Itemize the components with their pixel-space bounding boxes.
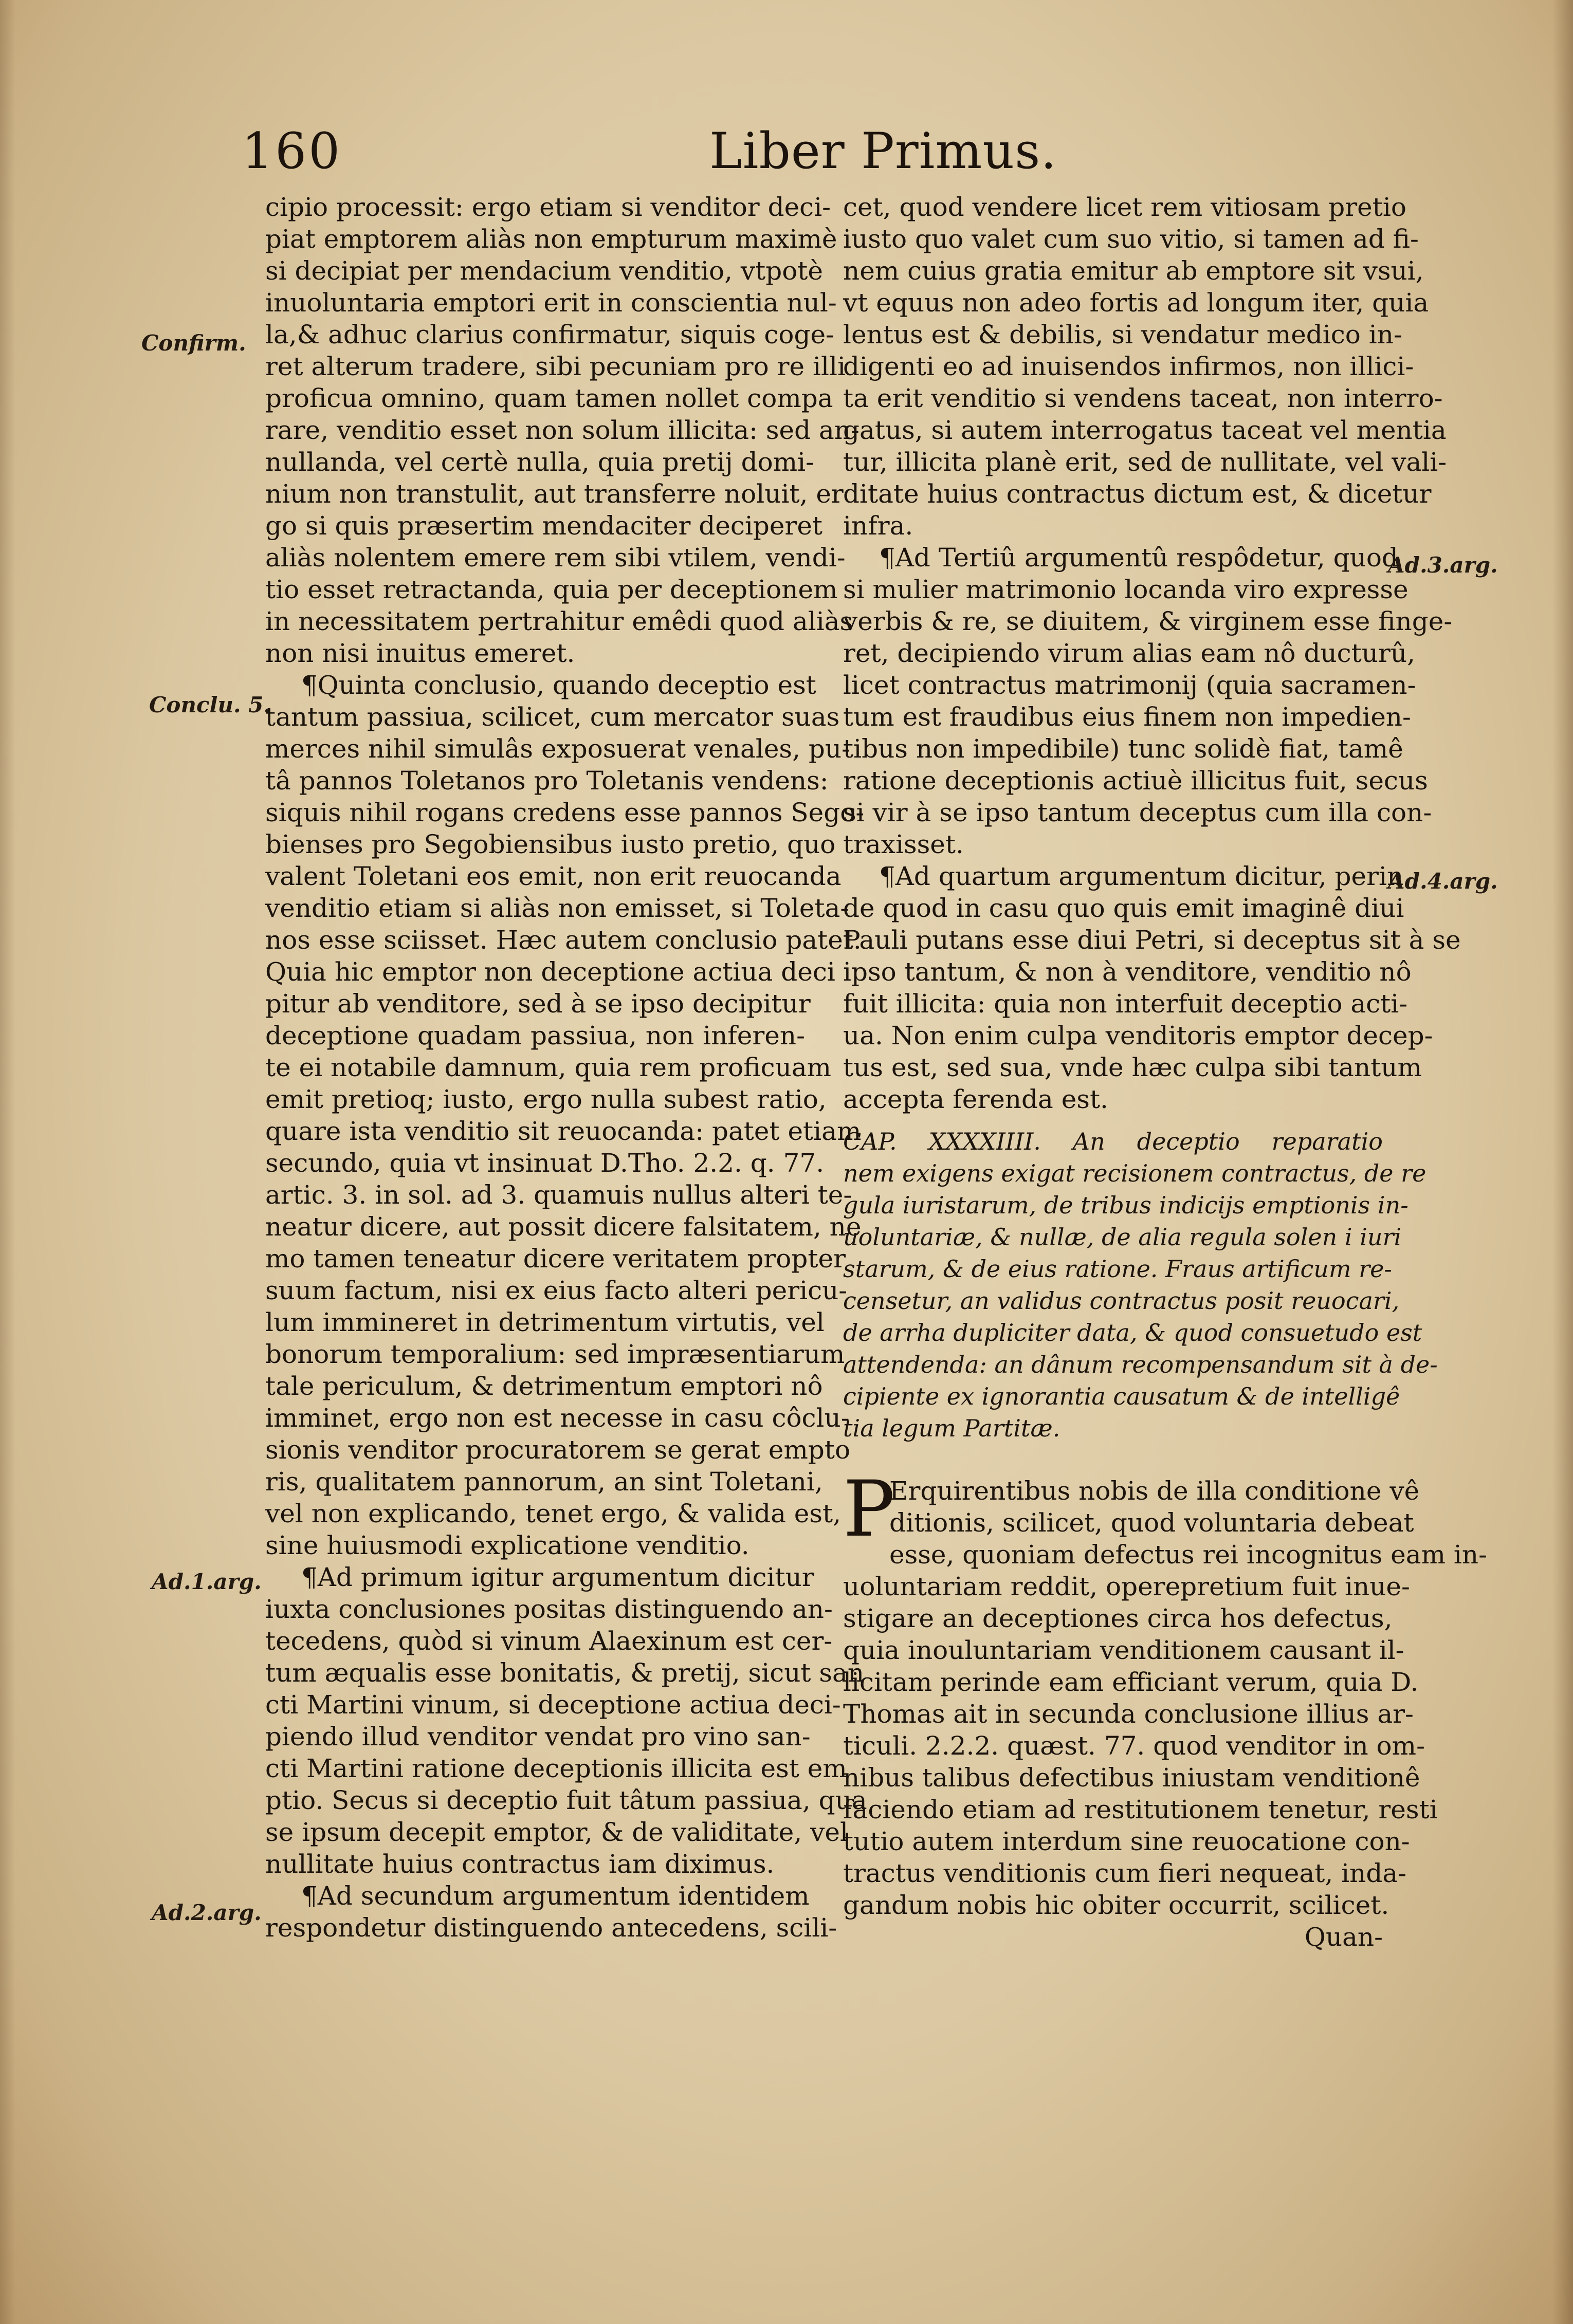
text-line: ticuli. 2.2.2. quæst. 77. quod venditor in om-	[843, 1731, 1425, 1761]
text-line: CAP. XXXXIIII. An deceptio reparatio	[843, 1128, 1383, 1155]
text-line: bonorum temporalium: sed impræsentiarum	[265, 1339, 845, 1369]
text-line: tractus venditionis cum fieri nequeat, inda-	[843, 1858, 1407, 1888]
text-line: nullitate huius contractus iam diximus.	[265, 1849, 775, 1879]
text-line: siquis nihil rogans credens esse pannos Sego-	[265, 798, 865, 827]
text-line: ua. Non enim culpa venditoris emptor decep-	[843, 1021, 1433, 1050]
text-line: Erquirentibus nobis de illa conditione vê	[889, 1476, 1420, 1506]
text-line: ditionis, scilicet, quod voluntaria debeat	[889, 1508, 1414, 1538]
text-line: ¶Ad secundum argumentum identidem	[301, 1881, 810, 1911]
text-line: venditio etiam si aliàs non emisset, si Toleta-	[265, 893, 849, 923]
left-text-column	[265, 191, 867, 1944]
text-line: accepta ferenda est.	[843, 1084, 1108, 1114]
text-line: nos esse sciisset. Hæc autem conclusio patet.	[265, 925, 862, 955]
text-line: ¶Ad Tertiû argumentû respôdetur, quod	[879, 543, 1398, 573]
text-line: inuoluntaria emptori erit in conscientia nul-	[265, 288, 837, 318]
text-line: traxisset.	[843, 829, 964, 859]
text-line: ret alterum tradere, sibi pecuniam pro re illi	[265, 352, 846, 381]
text-line: verbis & re, se diuitem, & virginem esse finge-	[843, 606, 1453, 636]
chapter-body	[843, 1465, 1487, 1953]
text-line: si mulier matrimonio locanda viro expresse	[843, 575, 1409, 604]
text-line: se ipsum decepit emptor, & de validitate, vel	[265, 1817, 849, 1847]
margin-note-ad1: Ad.1.arg.	[152, 1569, 262, 1594]
text-line: ¶Ad primum igitur argumentum dicitur	[301, 1562, 814, 1592]
page-shadow-right	[1552, 0, 1573, 2324]
margin-note-ad4: Ad.4.arg.	[1388, 869, 1498, 894]
text-line: fuit illicita: quia non interfuit deceptio acti-	[843, 989, 1408, 1019]
text-line: cti Martini vinum, si deceptione actiua deci-	[265, 1690, 841, 1720]
margin-note-ad3: Ad.3.arg.	[1388, 552, 1498, 578]
text-line: faciendo etiam ad restitutionem tenetur, resti	[843, 1795, 1438, 1824]
text-line: tantum passiua, scilicet, cum mercator suas	[265, 702, 840, 732]
text-line: iuxta conclusiones positas distinguendo an-	[265, 1594, 833, 1624]
text-line: emit pretioq; iusto, ergo nulla subest ratio,	[265, 1084, 827, 1114]
text-line: respondetur distinguendo antecedens, scili-	[265, 1913, 837, 1943]
margin-note-conclusion: Conclu. 5.	[149, 692, 271, 717]
page-shadow-left	[0, 0, 15, 2324]
text-line: tutio autem interdum sine reuocatione con-	[843, 1827, 1410, 1856]
text-line: tur, illicita planè erit, sed de nullitate, vel vali-	[843, 447, 1447, 477]
text-line: ris, qualitatem pannorum, an sint Toletani,	[265, 1467, 823, 1497]
text-line: neatur dicere, aut possit dicere falsitatem, ne	[265, 1212, 862, 1242]
text-line: infra.	[843, 511, 913, 541]
text-line: aliàs nolentem emere rem sibi vtilem, vendi-	[265, 543, 846, 573]
margin-note-confirm: Confirm.	[141, 330, 246, 356]
text-line: ¶Quinta conclusio, quando deceptio est	[301, 670, 816, 700]
text-line: bienses pro Segobiensibus iusto pretio, quo	[265, 829, 836, 859]
text-line: non nisi inuitus emeret.	[265, 638, 575, 668]
text-line: gandum nobis hic obiter occurrit, scilicet.	[843, 1890, 1389, 1920]
text-line: in necessitatem pertrahitur emêdi quod aliàs	[265, 606, 853, 636]
text-line: merces nihil simulâs exposuerat venales, pu-	[265, 734, 850, 764]
text-line: si decipiat per mendacium venditio, vtpotè	[265, 256, 823, 286]
text-line: cipiente ex ignorantia causatum & de intelligê	[843, 1382, 1400, 1410]
text-line: censetur, an validus contractus posit reuocari,	[843, 1287, 1400, 1315]
page-number: 160	[242, 122, 342, 180]
text-line: tâ pannos Toletanos pro Toletanis vendens:	[265, 766, 829, 796]
text-line: ipso tantum, & non à venditore, venditio nô	[843, 957, 1412, 987]
text-line: sionis venditor procuratorem se gerat empto	[265, 1435, 851, 1465]
text-line: cet, quod vendere licet rem vitiosam pretio	[843, 192, 1406, 222]
text-line: proficua omnino, quam tamen nollet compa	[265, 383, 833, 413]
text-line: cipio processit: ergo etiam si venditor deci-	[265, 192, 831, 222]
text-line: nibus talibus defectibus iniustam venditionê	[843, 1763, 1420, 1793]
text-line: stigare an deceptiones circa hos defectus,	[843, 1603, 1393, 1633]
text-line: quia inouluntariam venditionem causant il-	[843, 1635, 1404, 1665]
text-line: sine huiusmodi explicatione venditio.	[265, 1530, 749, 1560]
text-line: mo tamen teneatur dicere veritatem propter	[265, 1244, 846, 1274]
margin-note-ad2: Ad.2.arg.	[152, 1900, 262, 1925]
text-line: cti Martini ratione deceptionis illicita est em	[265, 1754, 847, 1783]
text-line: gatus, si autem interrogatus taceat vel mentia	[843, 415, 1447, 445]
text-line: lum immineret in detrimentum virtutis, vel	[265, 1307, 825, 1337]
text-line: starum, & de eius ratione. Fraus artificum re-	[843, 1255, 1392, 1283]
text-line: te ei notabile damnum, quia rem proficuam	[265, 1053, 832, 1082]
text-line: ditate huius contractus dictum est, & dicetur	[843, 479, 1432, 509]
text-line: uoluntariæ, & nullæ, de alia regula solen i iuri	[843, 1223, 1402, 1251]
text-line: tecedens, quòd si vinum Alaexinum est cer-	[265, 1626, 833, 1656]
text-line: tio esset retractanda, quia per deceptionem	[265, 575, 838, 604]
text-line: ¶Ad quartum argumentum dicitur, perin	[879, 861, 1404, 891]
text-line: tum est fraudibus eius finem non impedien-	[843, 702, 1411, 732]
text-line: quare ista venditio sit reuocanda: patet etiam	[265, 1116, 862, 1146]
text-line: tale periculum, & detrimentum emptori nô	[265, 1371, 823, 1401]
text-line: imminet, ergo non est necesse in casu côclu-	[265, 1403, 850, 1433]
text-line: vel non explicando, tenet ergo, & valida est,	[265, 1499, 842, 1528]
text-line: uoluntariam reddit, operepretium fuit inue-	[843, 1572, 1410, 1601]
text-line: tus est, sed sua, vnde hæc culpa sibi tantum	[843, 1053, 1422, 1082]
text-line: ptio. Secus si deceptio fuit tâtum passiua, qua	[265, 1785, 867, 1815]
text-line: ret, decipiendo virum alias eam nô ducturû,	[843, 638, 1415, 668]
text-line: tibus non impedibile) tunc solidè fiat, tamê	[843, 734, 1403, 764]
text-line: vt equus non adeo fortis ad longum iter, quia	[843, 288, 1429, 318]
dropcap-initial: P	[843, 1465, 895, 1554]
running-title: Liber Primus.	[709, 122, 1057, 180]
text-line: secundo, quia vt insinuat D.Tho. 2.2. q. 77.	[265, 1148, 825, 1178]
catchword: Quan-	[1304, 1922, 1383, 1952]
text-line: nium non transtulit, aut transferre noluit, er	[265, 479, 844, 509]
text-line: Pauli putans esse diui Petri, si deceptus sit à se	[843, 925, 1461, 955]
text-line: lentus est & debilis, si vendatur medico in-	[843, 320, 1402, 349]
text-line: iusto quo valet cum suo vitio, si tamen ad fi-	[843, 224, 1419, 254]
text-line: de quod in casu quo quis emit imaginê diui	[843, 893, 1404, 923]
text-line: tum æqualis esse bonitatis, & pretij, sicut san	[265, 1658, 865, 1688]
text-line: Quia hic emptor non deceptione actiua deci	[265, 957, 835, 987]
text-line: pitur ab venditore, sed à se ipso decipitur	[265, 989, 811, 1019]
text-line: licitam perinde eam efficiant verum, quia D.	[843, 1667, 1419, 1697]
text-line: tia legum Partitæ.	[843, 1414, 1060, 1442]
text-line: suum factum, nisi ex eius facto alteri pericu-	[265, 1276, 848, 1305]
text-line: nem exigens exigat recisionem contractus, de re	[843, 1159, 1426, 1187]
text-line: attendenda: an dânum recompensandum sit à de-	[843, 1351, 1438, 1378]
text-line: gula iuristarum, de tribus indicijs emptionis in-	[843, 1191, 1409, 1219]
text-line: licet contractus matrimonij (quia sacramen-	[843, 670, 1416, 700]
text-line: artic. 3. in sol. ad 3. quamuis nullus alteri te-	[265, 1180, 852, 1210]
text-line: digenti eo ad inuisendos infirmos, non illici-	[843, 352, 1414, 381]
text-line: piendo illud venditor vendat pro vino san-	[265, 1722, 811, 1751]
text-line: si vir à se ipso tantum deceptus cum illa con-	[843, 798, 1432, 827]
text-line: de arrha dupliciter data, & quod consuetudo est	[843, 1319, 1422, 1347]
chapter-heading	[843, 1126, 1438, 1444]
text-line: piat emptorem aliàs non empturum maximè	[265, 224, 837, 254]
text-line: rare, venditio esset non solum illicita: sed an-	[265, 415, 859, 445]
text-line: esse, quoniam defectus rei incognitus eam in-	[889, 1540, 1487, 1570]
text-line: deceptione quadam passiua, non inferen-	[265, 1021, 805, 1050]
text-line: nem cuius gratia emitur ab emptore sit vsui,	[843, 256, 1424, 286]
text-line: nullanda, vel certè nulla, quia pretij domi-	[265, 447, 815, 477]
text-line: Thomas ait in secunda conclusione illius ar-	[843, 1699, 1414, 1729]
text-line: go si quis præsertim mendaciter deciperet	[265, 511, 823, 541]
text-line: la,& adhuc clarius confirmatur, siquis coge-	[265, 320, 834, 349]
text-line: ta erit venditio si vendens taceat, non interro-	[843, 383, 1443, 413]
text-line: ratione deceptionis actiuè illicitus fuit, secus	[843, 766, 1428, 796]
text-line: valent Toletani eos emit, non erit reuocanda	[265, 861, 842, 891]
